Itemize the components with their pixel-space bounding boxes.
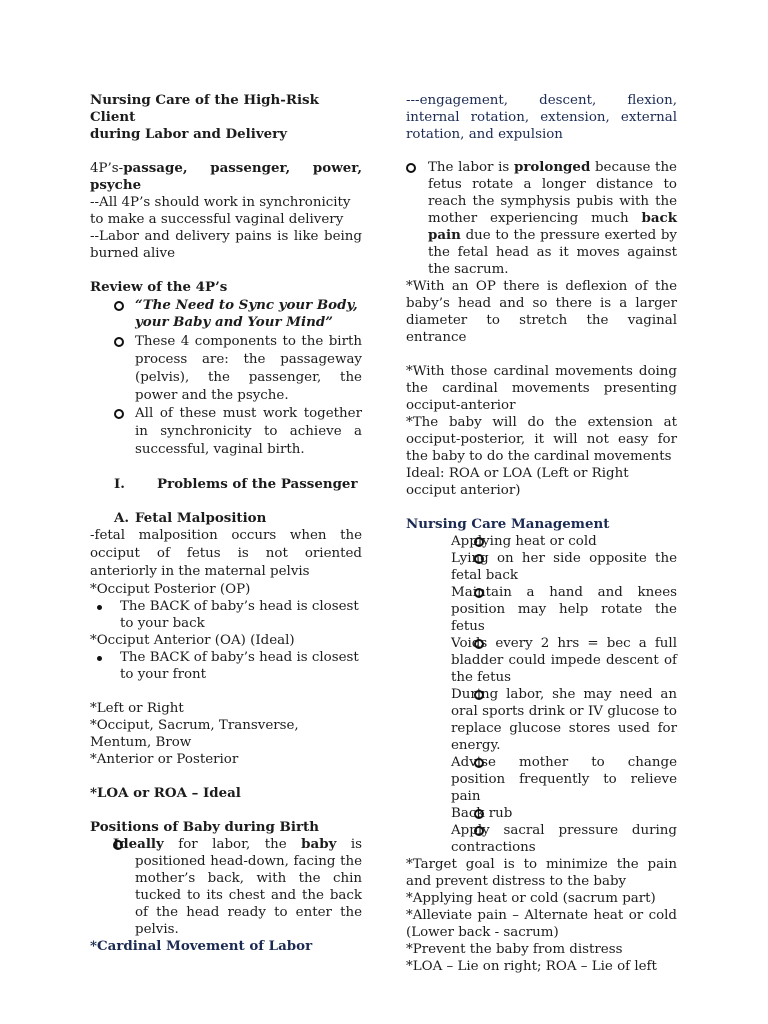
four-ps-line — [90, 160, 362, 177]
oa-label: *Occiput Anterior (OA) (Ideal) — [90, 633, 295, 648]
circle-bullet-icon — [474, 639, 484, 649]
ideal-position-note: Ideal: ROA or LOA (Left or Right occiput anterior) — [406, 466, 629, 498]
heat-cold-note: *Applying heat or cold (sacrum part) — [406, 891, 656, 906]
lie-side-note: *LOA – Lie on right; ROA – Lie of left — [406, 959, 657, 974]
alleviate-pain-note: *Alleviate pain – Alternate heat or cold (Lower back - sacrum) — [406, 908, 677, 940]
op-label: *Occiput Posterior (OP) — [90, 582, 251, 597]
op-bullet-text: The BACK of baby’s head is closest to your back — [120, 599, 359, 631]
circle-bullet-icon — [474, 826, 484, 836]
presenting-parts-note: *Occiput, Sacrum, Transverse, Mentum, Brow — [90, 718, 299, 750]
care-item: Back rub — [451, 806, 513, 821]
four-ps-power: power, — [312, 160, 362, 176]
cardinal-movements-list: ---engagement, descent, flexion, internal rotation, extension, external rotation, and expulsion — [406, 93, 677, 142]
review-item-text: All of these must work together in synchronicity to achieve a successful, vaginal birth. — [135, 406, 362, 457]
circle-bullet-icon — [474, 758, 484, 768]
dot-bullet-icon — [97, 656, 102, 661]
left-column — [90, 92, 362, 955]
circle-bullet-icon — [474, 554, 484, 564]
ideal-positions: *LOA or ROA – Ideal — [90, 785, 241, 801]
prevent-distress-note: *Prevent the baby from distress — [406, 942, 623, 957]
circle-bullet-icon — [474, 690, 484, 700]
care-item: Lying on her side opposite the fetal back — [451, 551, 677, 583]
prolonged-labor-item — [406, 159, 677, 278]
review-item — [90, 405, 362, 459]
review-heading: Review of the 4P’s — [90, 279, 228, 295]
four-ps-passenger: passenger, — [210, 160, 291, 176]
subsection-letter: A. — [114, 510, 130, 526]
pains-note: --Labor and delivery pains is like being burned alive — [90, 229, 362, 261]
positions-item — [90, 836, 362, 938]
op-bullet — [90, 598, 362, 632]
document-title — [90, 92, 362, 143]
review-item-text: These 4 components to the birth process are: the passageway (pelvis), the passenger, the power and the psyche. — [135, 334, 362, 403]
circle-bullet-icon — [474, 809, 484, 819]
word-baby: baby — [301, 836, 337, 852]
nursing-care-list — [406, 533, 677, 856]
positions-item-text: Ideally for labor, the baby is — [113, 836, 362, 852]
cardinal-oa-note: *With those cardinal movements doing the cardinal movements presenting occiput-anterior — [406, 364, 677, 413]
cardinal-movement-heading: *Cardinal Movement of Labor — [90, 938, 313, 954]
circle-bullet-icon — [114, 337, 124, 347]
subsection-title: Fetal Malposition — [135, 510, 267, 526]
care-item: During labor, she may need an oral sports drink or IV glucose to replace glucose stores used for energy. — [451, 687, 677, 753]
word-ideally: Ideally — [113, 836, 164, 852]
prolonged-labor-text: The labor is prolonged because the fetus rotate a longer distance to reach the symphysis pubis with the mother experiencing much back pain due to the pressure exerted by the fetal head as it moves against the sacrum. — [428, 159, 677, 277]
op-deflexion-note: *With an OP there is deflexion of the baby’s head and so there is a larger diameter to stretch the vaginal entrance — [406, 279, 677, 345]
care-item: Maintain a hand and knees position may help rotate the fetus — [451, 585, 677, 634]
title-line-1: Nursing Care of the High-Risk Client — [90, 92, 319, 125]
four-ps-passage: passage, — [123, 160, 188, 176]
section-title: Problems of the Passenger — [157, 476, 358, 492]
positions-item-rest: positioned head-down, facing the mother’s back, with the chin tucked to its chest and the back of the head ready to enter the pelvis. — [135, 854, 362, 937]
title-line-2: during Labor and Delivery — [90, 126, 287, 142]
four-ps-prefix: 4P’s- — [90, 161, 124, 176]
section-heading — [90, 476, 362, 493]
nursing-care-heading: Nursing Care Management — [406, 516, 610, 532]
circle-bullet-icon — [114, 409, 124, 419]
four-ps-psyche: psyche — [90, 177, 142, 193]
anterior-posterior-note: *Anterior or Posterior — [90, 752, 239, 767]
circle-bullet-icon — [474, 537, 484, 547]
circle-bullet-icon — [474, 588, 484, 598]
right-column — [406, 92, 677, 975]
care-item: Apply sacral pressure during contractions — [451, 823, 677, 855]
review-item — [90, 333, 362, 405]
circle-bullet-icon — [114, 301, 124, 311]
positions-heading: Positions of Baby during Birth — [90, 819, 319, 835]
oa-bullet-text: The BACK of baby’s head is closest to your front — [120, 650, 359, 682]
malposition-definition: -fetal malposition occurs when the occiput of fetus is not oriented anteriorly in the maternal pelvis — [90, 528, 362, 579]
review-item-text: “The Need to Sync your Body, your Baby and Your Mind” — [135, 297, 358, 330]
care-item: Voids every 2 hrs = bec a full bladder could impede descent of the fetus — [451, 636, 677, 685]
left-right-note: *Left or Right — [90, 701, 184, 716]
review-item — [90, 297, 362, 331]
target-goal-note: *Target goal is to minimize the pain and prevent distress to the baby — [406, 857, 677, 889]
circle-bullet-icon — [406, 163, 416, 173]
subsection-heading — [90, 510, 362, 527]
circle-bullet-icon — [113, 840, 123, 850]
oa-bullet — [90, 649, 362, 683]
care-item: Applying heat or cold — [451, 534, 597, 549]
sync-note: --All 4P’s should work in synchronicity to make a successful vaginal delivery — [90, 195, 351, 227]
section-number: I. — [114, 476, 125, 492]
op-extension-note: *The baby will do the extension at occiput-posterior, it will not easy for the baby to do the cardinal movements — [406, 415, 677, 464]
dot-bullet-icon — [97, 605, 102, 610]
care-item: Advise mother to change position frequently to relieve pain — [451, 755, 677, 804]
